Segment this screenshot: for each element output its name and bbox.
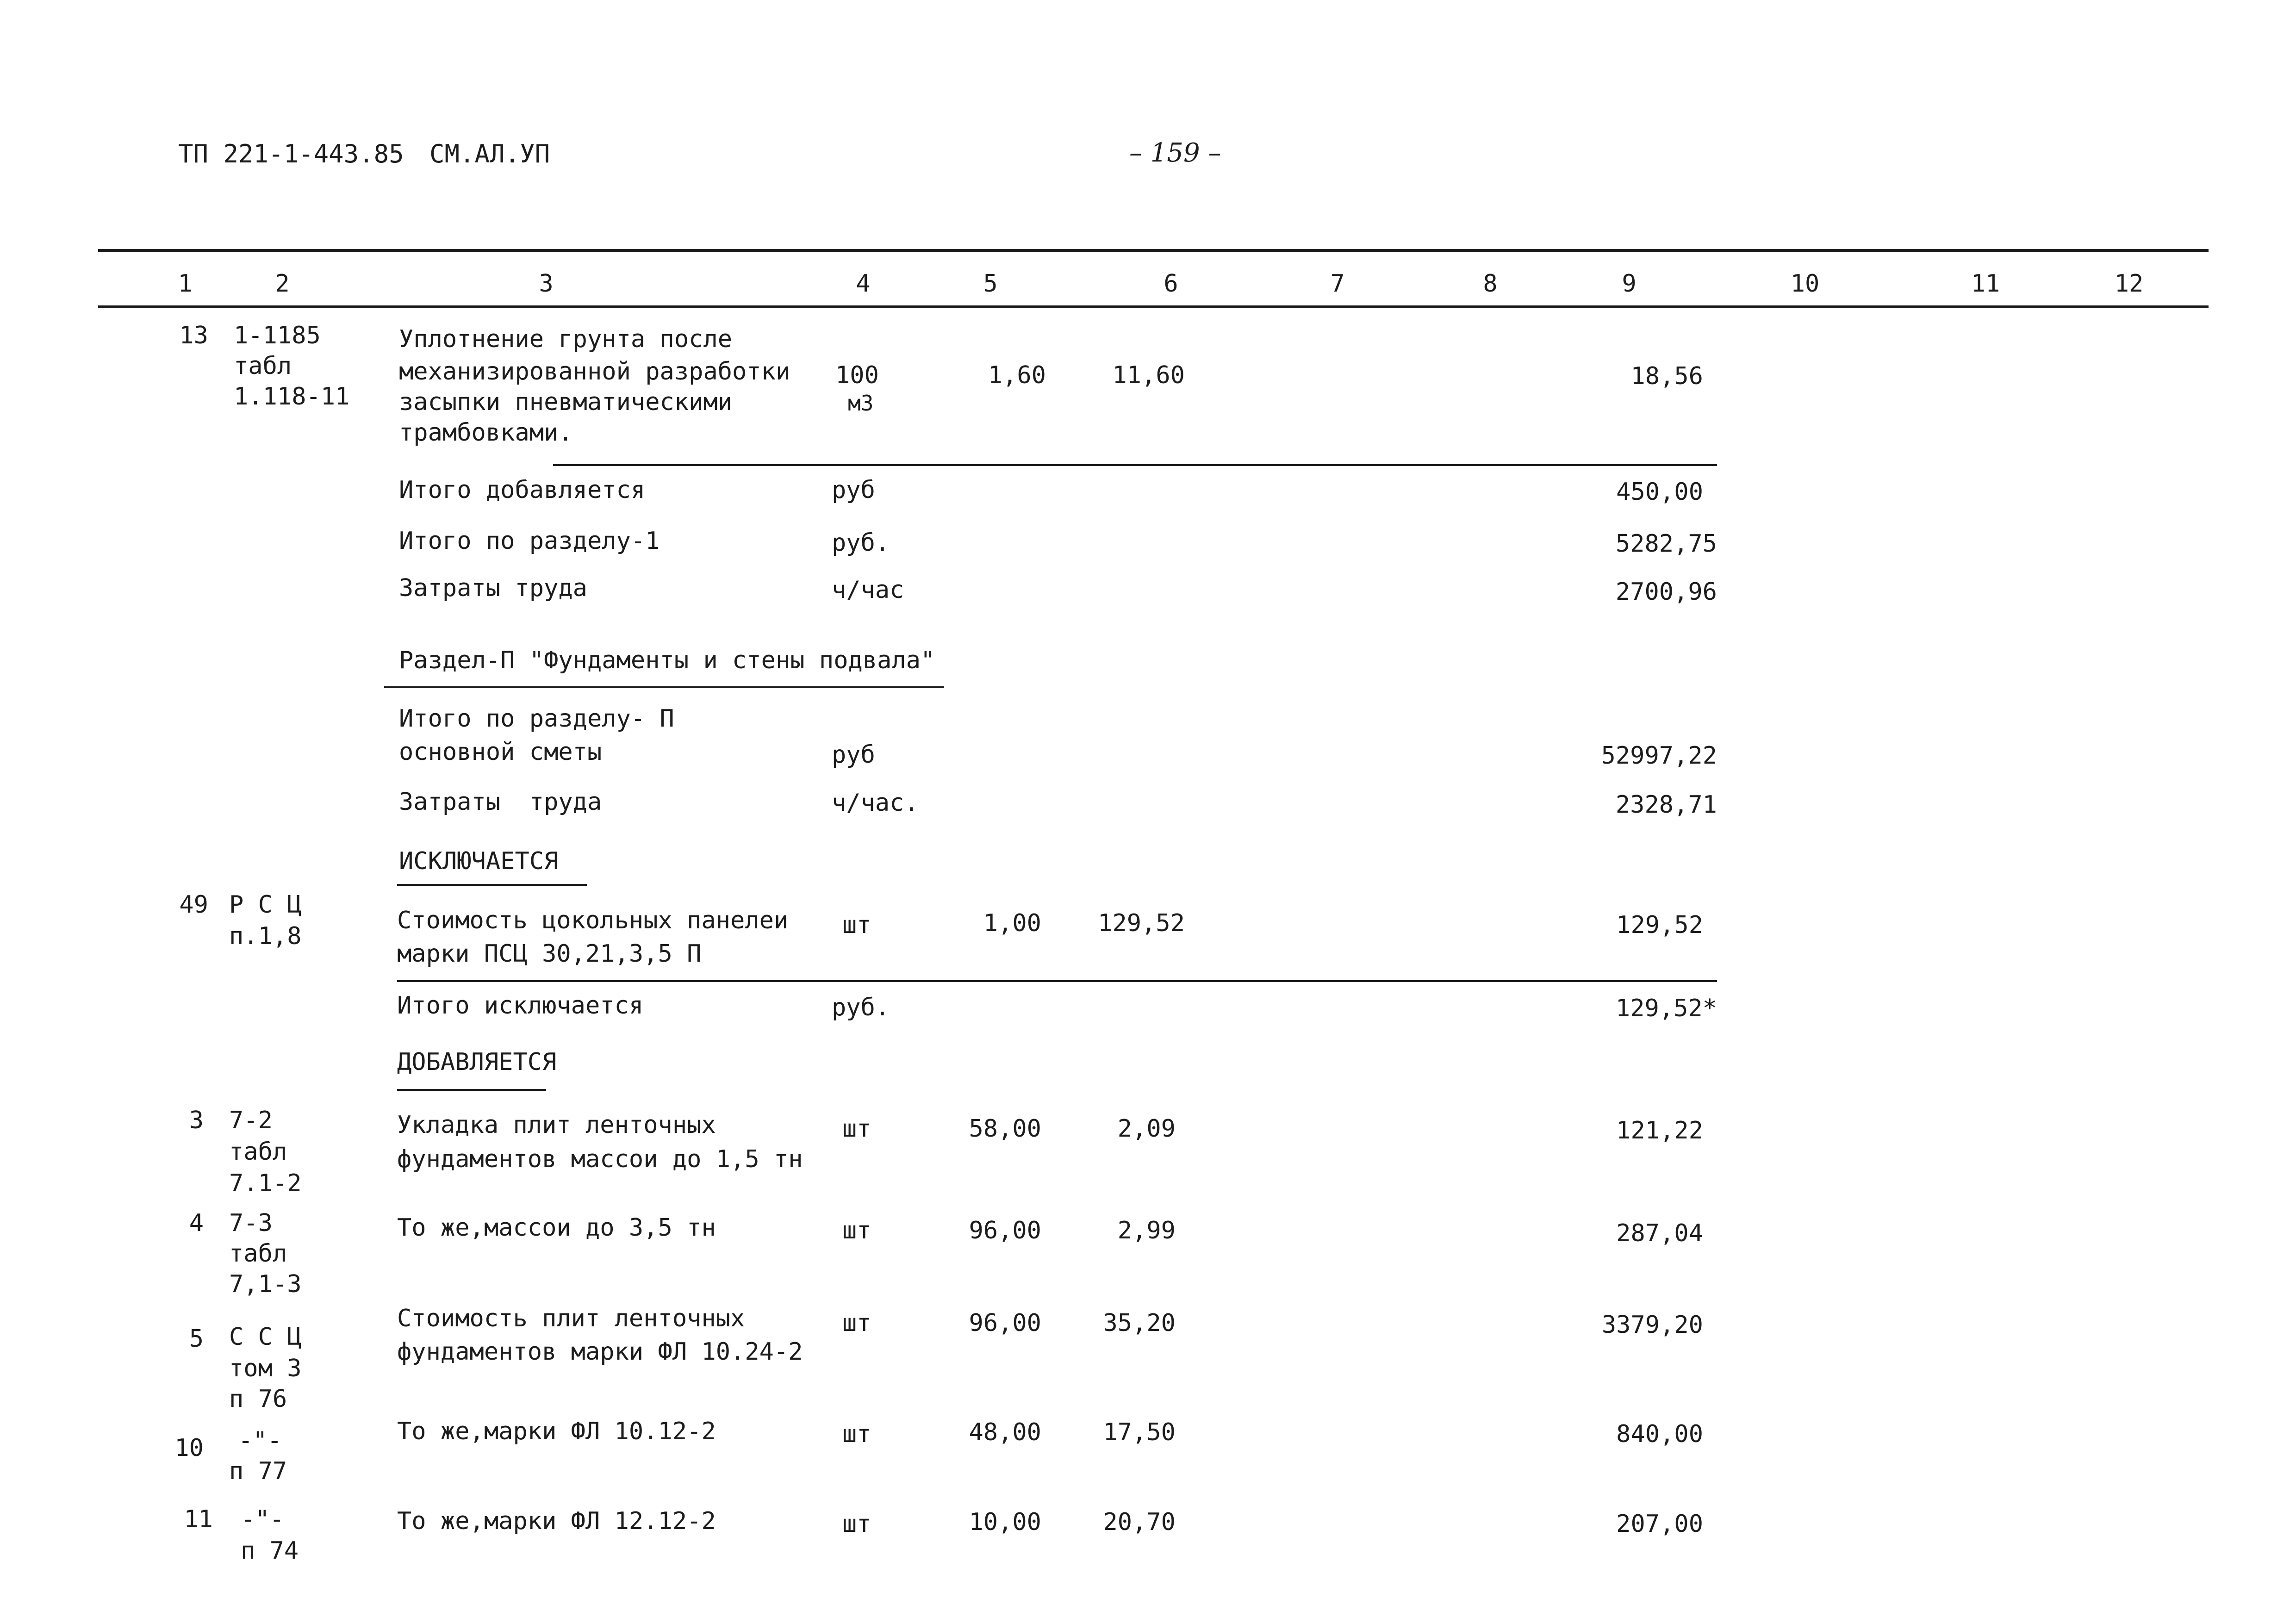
column-header: 12: [2114, 270, 2144, 298]
work-description: марки ПСЦ 30,21,3,5 П: [397, 940, 702, 968]
total: 2700,96: [1615, 578, 1717, 606]
work-description: То же,массои до 3,5 тн: [397, 1214, 716, 1242]
table-top-rule: [98, 249, 2209, 252]
total: 840,00: [1616, 1420, 1703, 1448]
page-number: – 159 –: [1129, 138, 1221, 168]
total-label: Затраты труда: [399, 574, 587, 602]
column-header: 8: [1483, 270, 1498, 298]
norm-code: 7-3: [229, 1209, 273, 1237]
column-header: 10: [1790, 270, 1820, 298]
quantity: 96,00: [969, 1217, 1041, 1244]
unit: шт: [842, 1115, 871, 1143]
section-title: Раздел-П "Фундаменты и стены подвала": [399, 647, 935, 674]
norm-code: 7-2: [229, 1107, 273, 1134]
unit-price: 11,60: [1112, 361, 1185, 389]
norm-code: п 77: [229, 1457, 287, 1485]
total-label: Затраты труда: [399, 788, 602, 816]
unit: шт: [842, 1510, 871, 1538]
unit: руб.: [832, 994, 890, 1021]
work-description: Укладка плит ленточных: [397, 1111, 716, 1139]
work-description: засыпки пневматическими: [399, 388, 733, 416]
norm-code: п 74: [241, 1537, 299, 1565]
column-header: 5: [983, 270, 998, 298]
unit: шт: [842, 1217, 871, 1244]
total: 121,22: [1616, 1117, 1703, 1144]
unit: руб.: [832, 529, 890, 557]
row-number: 13: [179, 322, 208, 349]
norm-code: 7.1-2: [229, 1169, 302, 1197]
row-number: 4: [189, 1209, 204, 1237]
norm-code: Р С Ц: [229, 891, 302, 919]
work-description: То же,марки ФЛ 12.12-2: [397, 1507, 716, 1535]
norm-code: табл: [229, 1240, 287, 1268]
unit-price: 2,09: [1117, 1115, 1176, 1143]
quantity: 1,60: [988, 361, 1046, 389]
column-header: 9: [1622, 270, 1636, 298]
work-description: фундаментов массои до 1,5 тн: [397, 1145, 803, 1173]
column-header: 11: [1971, 270, 2000, 298]
total-label: Итого добавляется: [399, 476, 646, 504]
quantity: 10,00: [969, 1508, 1041, 1536]
total-label: Итого по разделу-1: [399, 527, 660, 555]
work-description: фундаментов марки ФЛ 10.24-2: [397, 1338, 803, 1366]
row-number: 3: [189, 1107, 204, 1134]
norm-code: -"-: [241, 1505, 284, 1533]
norm-code: табл: [229, 1138, 287, 1166]
unit: шт: [842, 1309, 871, 1337]
row-number: 10: [174, 1434, 204, 1462]
unit-price: 2,99: [1117, 1217, 1176, 1244]
section-rule: [384, 686, 944, 688]
column-header: 6: [1164, 270, 1178, 298]
norm-code: том 3: [229, 1355, 302, 1382]
work-description: Стоимость плит ленточных: [397, 1305, 745, 1332]
total: 5282,75: [1615, 530, 1717, 558]
unit: руб: [832, 476, 875, 504]
norm-code: табл: [234, 352, 292, 380]
quantity: 58,00: [969, 1115, 1041, 1143]
total: 287,04: [1616, 1219, 1703, 1247]
norm-code: п.1,8: [229, 922, 302, 950]
row-rule: [397, 980, 1717, 982]
total: 18,56: [1630, 362, 1703, 390]
total-label: Итого исключается: [397, 992, 644, 1020]
unit: шт: [842, 1420, 871, 1448]
work-description: Уплотнение грунта после: [399, 325, 733, 353]
total: 52997,22: [1601, 742, 1717, 770]
total: 129,52*: [1615, 995, 1717, 1022]
column-header: 7: [1330, 270, 1345, 298]
total-label: Итого по разделу- П: [399, 705, 674, 733]
work-description: То же,марки ФЛ 10.12-2: [397, 1418, 716, 1445]
row-number: 49: [179, 891, 208, 919]
unit-price: 129,52: [1098, 909, 1185, 937]
work-description: Стоимость цокольных панелеи: [397, 907, 789, 934]
column-header: 4: [856, 270, 871, 298]
unit-price: 17,50: [1103, 1418, 1176, 1446]
quantity: 1,00: [983, 909, 1041, 937]
heading-rule: [397, 884, 587, 886]
norm-code: 7,1-3: [229, 1270, 302, 1298]
excluded-heading: ИСКЛЮЧАЕТСЯ: [399, 847, 559, 875]
total: 207,00: [1616, 1510, 1703, 1538]
unit-price: 20,70: [1103, 1508, 1176, 1536]
total: 2328,71: [1615, 791, 1717, 819]
document-code: ТП 221-1-443.85: [178, 139, 404, 168]
unit: м3: [848, 391, 874, 416]
unit: шт: [842, 911, 871, 939]
row-rule: [553, 464, 1717, 466]
total-label: основной сметы: [399, 738, 602, 766]
unit: 100: [835, 361, 879, 389]
norm-code: -"-: [238, 1427, 282, 1455]
total: 129,52: [1616, 911, 1703, 939]
total: 450,00: [1616, 478, 1703, 506]
work-description: механизированной разработки: [399, 358, 790, 386]
unit-price: 35,20: [1103, 1309, 1176, 1337]
document-series: СМ.АЛ.УП: [429, 139, 550, 168]
norm-code: С С Ц: [229, 1323, 302, 1351]
norm-code: 1.118-11: [234, 383, 350, 410]
unit: ч/час: [832, 576, 904, 604]
row-number: 11: [184, 1505, 213, 1533]
unit: ч/час.: [832, 789, 919, 817]
norm-code: п 76: [229, 1385, 287, 1413]
column-header: 2: [275, 270, 290, 298]
total: 3379,20: [1601, 1311, 1703, 1339]
heading-rule: [397, 1089, 546, 1091]
column-header: 3: [539, 270, 554, 298]
norm-code: 1-1185: [234, 322, 321, 349]
quantity: 48,00: [969, 1418, 1041, 1446]
quantity: 96,00: [969, 1309, 1041, 1337]
table-header-rule: [98, 305, 2209, 308]
column-header: 1: [178, 270, 193, 298]
added-heading: ДОБАВЛЯЕТСЯ: [397, 1048, 557, 1076]
row-number: 5: [189, 1325, 204, 1353]
work-description: трамбовками.: [399, 419, 573, 447]
unit: руб: [832, 741, 875, 769]
